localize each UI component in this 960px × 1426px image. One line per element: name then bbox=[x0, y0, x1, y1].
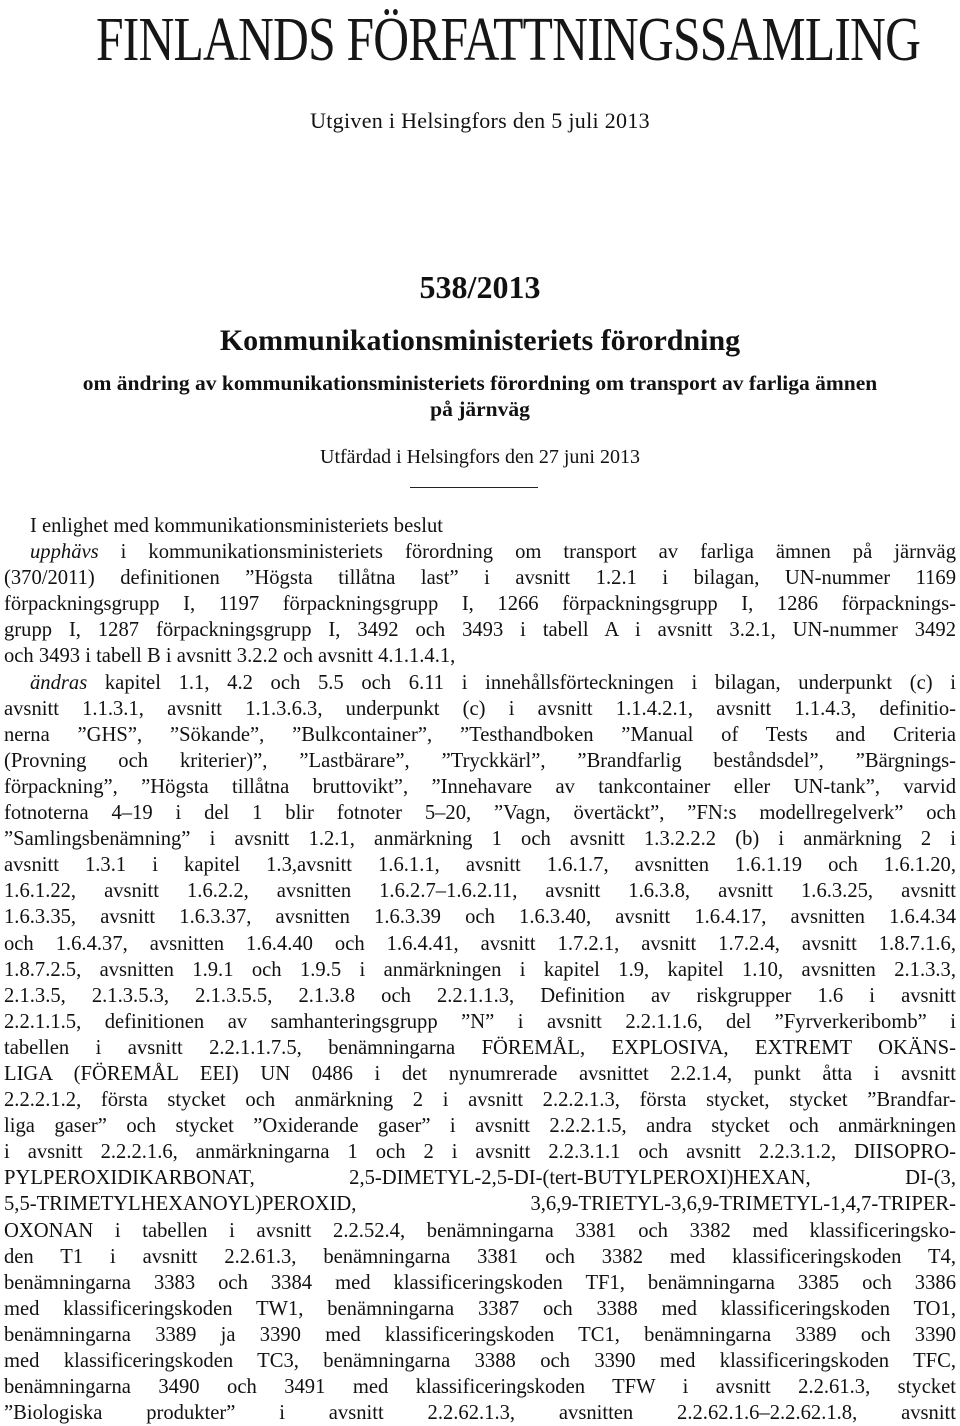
body-line bbox=[0, 696, 960, 722]
body-line bbox=[0, 1348, 960, 1374]
body-line-text: benämningarna 3383 och 3384 med klassificeringskoden TF1, benämningarna 3385 och 3386 bbox=[4, 1271, 956, 1294]
body-line bbox=[0, 957, 960, 983]
body-line bbox=[0, 826, 960, 852]
subtitle-line: om ändring av kommunikationsministeriets förordning om transport av farliga ämnen bbox=[82, 371, 878, 395]
body-line-text: OXONAN i tabellen i avsnitt 2.2.52.4, benämningarna 3381 och 3382 med klassificeringsko- bbox=[4, 1219, 956, 1242]
body-line-text: PYLPEROXIDIKARBONAT, 2,5-DIMETYL-2,5-DI-(tert-BUTYLPEROXI)HEXAN, DI-(3, bbox=[4, 1167, 956, 1190]
body-line-text: avsnitt 1.1.3.1, avsnitt 1.1.3.6.3, underpunkt (c) i avsnitt 1.1.4.2.1, avsnitt 1.1.4.3, definitio- bbox=[4, 697, 956, 720]
body-line-text: och 3493 i tabell B i avsnitt 3.2.2 och avsnitt 4.1.1.4.1, bbox=[4, 645, 456, 668]
body-line-text: 2.1.3.5, 2.1.3.5.3, 2.1.3.5.5, 2.1.3.8 och 2.2.1.1.3, Definition av riskgrupper 1.6 i avsnitt bbox=[4, 984, 956, 1007]
section-divider bbox=[410, 487, 538, 488]
body-line bbox=[0, 670, 960, 696]
issue-date: Utgiven i Helsingfors den 5 juli 2013 bbox=[310, 108, 650, 133]
body-line bbox=[0, 513, 960, 539]
body-line bbox=[0, 1087, 960, 1113]
body-line-text: ”Samlingsbenämning” i avsnitt 1.2.1, anmärkning 1 och avsnitt 1.3.2.2.2 (b) i anmärkning 2 i bbox=[4, 828, 956, 851]
body-line-text: i kommunikationsministeriets förordning om transport av farliga ämnen på järnväg bbox=[98, 541, 956, 564]
body-line-text: fotnoterna 4–19 i del 1 blir fotnoter 5–20, ”Vagn, övertäckt”, ”FN:s modellregelverk” och bbox=[4, 802, 956, 825]
emphasized-verb: upphävs bbox=[30, 541, 99, 564]
body-line-text: (370/2011) definitionen ”Högsta tillåtna last” i avsnitt 1.2.1 i bilagan, UN-nummer 1169 bbox=[4, 567, 956, 590]
body-line bbox=[0, 852, 960, 878]
body-line bbox=[0, 904, 960, 930]
body-line bbox=[0, 1270, 960, 1296]
body-line-text: kapitel 1.1, 4.2 och 5.5 och 6.11 i innehållsförteckningen i bilagan, underpunkt (c) i bbox=[87, 671, 956, 694]
body-line-text: (Provning och kriterier)”, ”Lastbärare”, ”Tryckkärl”, ”Brandfarlig beståndsdel”, ”Bärgnings- bbox=[4, 749, 956, 772]
body-line bbox=[0, 983, 960, 1009]
subtitle-line: på järnväg bbox=[430, 397, 530, 421]
body-line bbox=[0, 800, 960, 826]
body-line bbox=[0, 931, 960, 957]
body-line-text: och 1.6.4.37, avsnitten 1.6.4.40 och 1.6.4.41, avsnitt 1.7.2.1, avsnitt 1.7.2.4, avsnitt 1.8.7.1.6, bbox=[4, 932, 956, 955]
body-line-text: i avsnitt 2.2.2.1.6, anmärkningarna 1 och 2 i avsnitt 2.2.3.1.1 och avsnitt 2.2.3.1.2, DIISOPRO- bbox=[4, 1141, 956, 1164]
body-line bbox=[0, 643, 960, 669]
body-line-text: 1.8.7.2.5, avsnitten 1.9.1 och 1.9.5 i anmärkningen i kapitel 1.9, kapitel 1.10, avsnitten 2.1.3.3, bbox=[4, 958, 956, 981]
body-line bbox=[0, 722, 960, 748]
body-line-text: LIGA (FÖREMÅL EEI) UN 0486 i det nynumrerade avsnittet 2.2.1.4, punkt åtta i avsnitt bbox=[4, 1062, 956, 1085]
body-line-text: I enlighet med kommunikationsministeriets beslut bbox=[30, 515, 443, 537]
body-line-text: liga gaser” och stycket ”Oxiderande gaser” i avsnitt 2.2.2.1.5, andra stycket och anmärkningen bbox=[4, 1115, 956, 1138]
body-line-text: 2.2.2.1.2, första stycket och anmärkning 2 i avsnitt 2.2.2.1.3, första stycket, stycket ”Brandfar- bbox=[4, 1089, 956, 1112]
body-line-text: med klassificeringskoden TW1, benämningarna 3387 och 3388 med klassificeringskoden TO1, bbox=[4, 1297, 956, 1320]
masthead-title: FINLANDS FÖRFATTNINGSSAMLING bbox=[96, 6, 921, 74]
body-line bbox=[0, 1191, 960, 1217]
body-line-text: 1.6.1.22, avsnitt 1.6.2.2, avsnitten 1.6.2.7–1.6.2.11, avsnitt 1.6.3.8, avsnitt 1.6.3.25, avsnitt bbox=[4, 880, 956, 903]
body-line-text: ”Biologiska produkter” i avsnitt 2.2.62.1.3, avsnitten 2.2.62.1.6–2.2.62.1.8, avsnitt bbox=[4, 1402, 956, 1425]
body-line-text: 2.2.1.1.5, definitionen av samhanteringsgrupp ”N” i avsnitt 2.2.1.1.6, del ”Fyrverkeribomb” i bbox=[4, 1010, 956, 1033]
body-line-text: nerna ”GHS”, ”Sökande”, ”Bulkcontainer”, ”Testhandboken ”Manual of Tests and Criteria bbox=[4, 723, 956, 746]
body-line bbox=[0, 1322, 960, 1348]
body-line-text: förpackningsgrupp I, 1197 förpackningsgrupp I, 1266 förpackningsgrupp I, 1286 förpacknings- bbox=[4, 593, 956, 616]
body-line-text: grupp I, 1287 förpackningsgrupp I, 3492 och 3493 i tabell A i avsnitt 3.2.1, UN-nummer 3492 bbox=[4, 619, 956, 642]
body-line bbox=[0, 1113, 960, 1139]
body-line-text: benämningarna 3389 ja 3390 med klassificeringskoden TC1, benämningarna 3389 och 3390 bbox=[4, 1323, 956, 1346]
statute-title: Kommunikationsministeriets förordning bbox=[219, 324, 741, 357]
body-line-text: 1.6.3.35, avsnitt 1.6.3.37, avsnitten 1.6.3.39 och 1.6.3.40, avsnitt 1.6.4.17, avsnitten 1.6.4.34 bbox=[4, 906, 956, 929]
body-line-text: avsnitt 1.3.1 i kapitel 1.3,avsnitt 1.6.1.1, avsnitt 1.6.1.7, avsnitten 1.6.1.19 och 1.6.1.20, bbox=[4, 854, 956, 877]
body-line-text: förpackning”, ”Högsta tillåtna bruttovikt”, ”Innehavare av tankcontainer eller UN-tank”, varvid bbox=[4, 775, 956, 798]
statute-subtitle bbox=[0, 370, 960, 422]
body-line bbox=[0, 878, 960, 904]
body-line-text: tabellen i avsnitt 2.2.1.1.7.5, benämningarna FÖREMÅL, EXPLOSIVA, EXTREMT OKÄNS- bbox=[4, 1036, 956, 1059]
body-line bbox=[0, 591, 960, 617]
body-line bbox=[0, 1165, 960, 1191]
body-line bbox=[0, 1009, 960, 1035]
given-date: Utfärdad i Helsingfors den 27 juni 2013 bbox=[320, 446, 640, 468]
body-line bbox=[0, 748, 960, 774]
body-line bbox=[0, 539, 960, 565]
body-line bbox=[0, 1139, 960, 1165]
body-line-text: benämningarna 3490 och 3491 med klassificeringskoden TFW i avsnitt 2.2.61.3, stycket bbox=[4, 1376, 956, 1399]
body-line-text: med klassificeringskoden TC3, benämningarna 3388 och 3390 med klassificeringskoden TFC, bbox=[4, 1350, 956, 1372]
body-line bbox=[0, 1061, 960, 1087]
body-line bbox=[0, 1218, 960, 1244]
statute-number: 538/2013 bbox=[419, 269, 541, 305]
body-line-text: 5,5-TRIMETYLHEXANOYL)PEROXID, 3,6,9-TRIETYL-3,6,9-TRIMETYL-1,4,7-TRIPER- bbox=[4, 1193, 956, 1216]
body-line bbox=[0, 1244, 960, 1270]
body-line bbox=[0, 1296, 960, 1322]
body-text bbox=[0, 513, 960, 1426]
body-line bbox=[0, 1035, 960, 1061]
emphasized-verb: ändras bbox=[30, 671, 88, 694]
body-line-text: den T1 i avsnitt 2.2.61.3, benämningarna 3381 och 3382 med klassificeringskoden T4, bbox=[4, 1245, 956, 1268]
body-line bbox=[0, 1374, 960, 1400]
body-line bbox=[0, 617, 960, 643]
body-line bbox=[0, 1400, 960, 1426]
body-line bbox=[0, 774, 960, 800]
body-line bbox=[0, 565, 960, 591]
